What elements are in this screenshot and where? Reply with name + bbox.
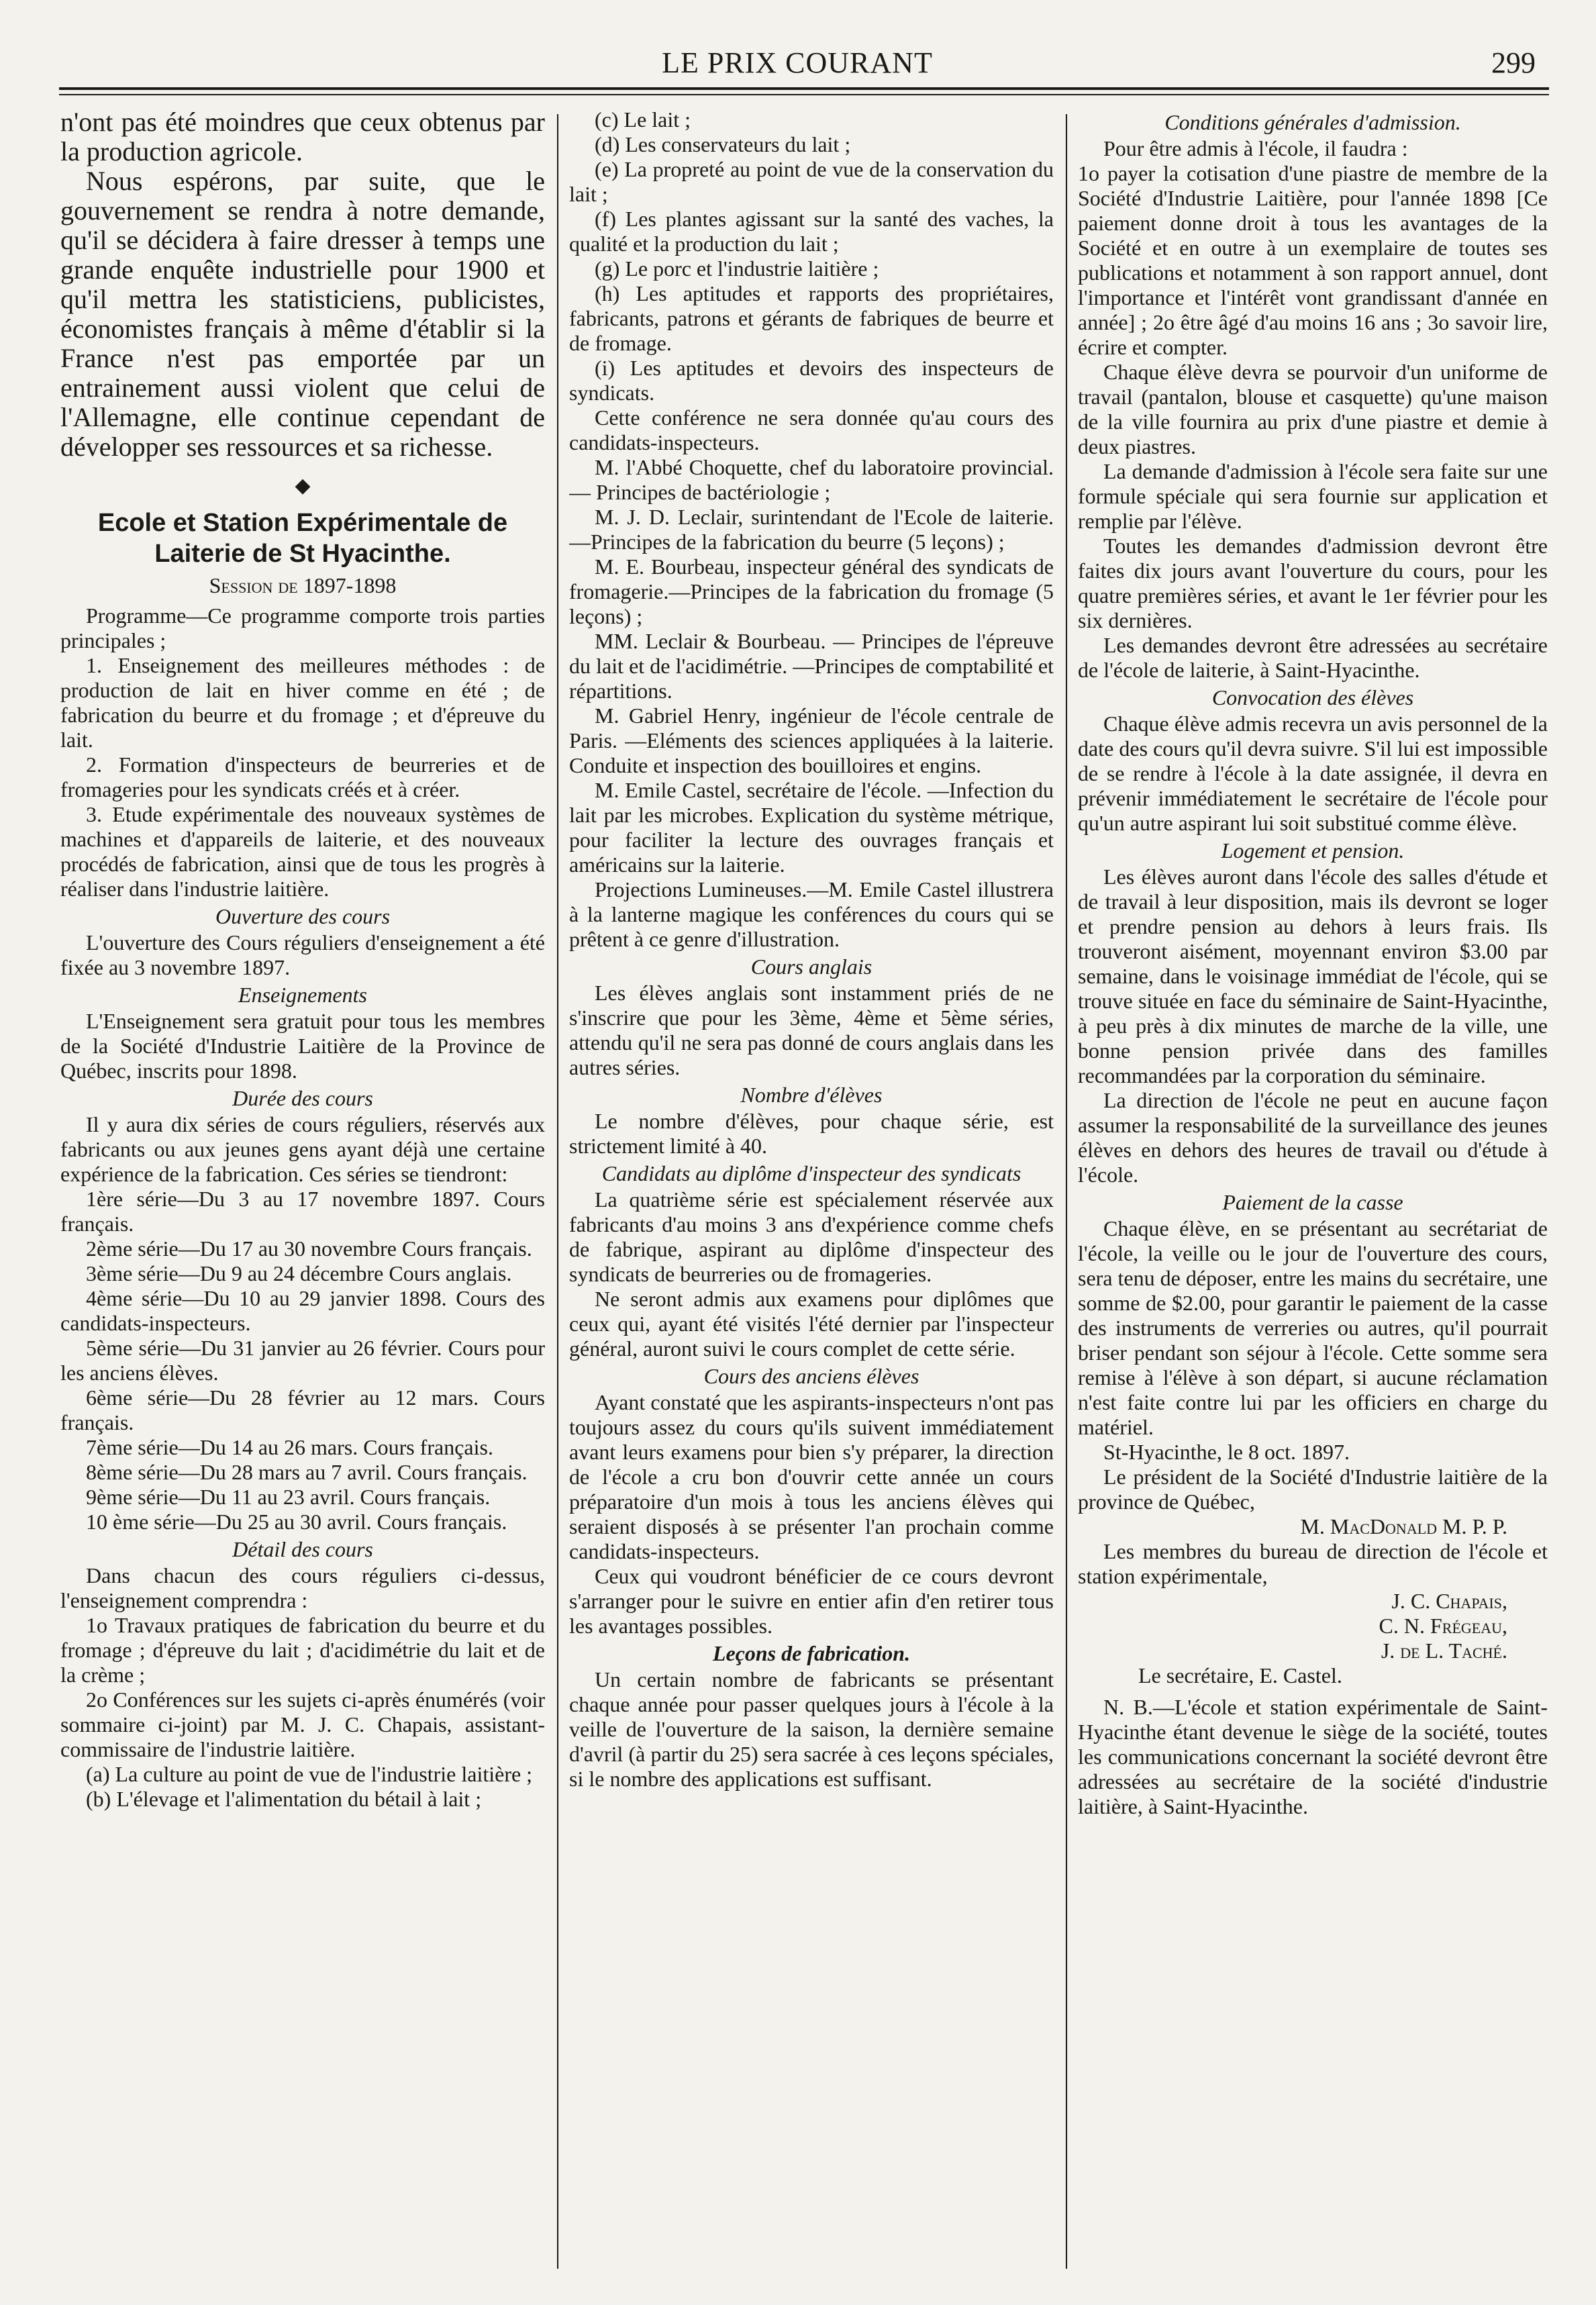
topic-e: (e) La propreté au point de vue de la conservation du lait ;: [569, 157, 1054, 206]
serie-1: 1ère série—Du 3 au 17 novembre 1897. Cours français.: [60, 1187, 545, 1236]
lecons-text: Un certain nombre de fabricants se présentant chaque année pour passer quelques jours à l'école à la veille de l'ouverture de la saison, la dernière semaine d'avril (à partir du 25) sera sacrée à ces leçons spéciales, si le nombre des applications est suffisant.: [569, 1667, 1054, 1791]
nombre-heading: Nombre d'élèves: [740, 1083, 883, 1107]
convocation-text: Chaque élève admis recevra un avis personnel de la date des cours qu'il devra suivre. S'il lui est impossible de se rendre à l'école à la date assignée, il devra en prévenir immédiatement le secrétaire de l'école pour qu'un autre aspirant lui soit substitué comme élève.: [1078, 712, 1548, 835]
president-line: Le président de la Société d'Industrie laitière de la province de Québec,: [1078, 1465, 1548, 1514]
anglais-text: Les élèves anglais sont instamment priés de ne s'inscrire que pour les 3ème, 4ème et 5ème séries, attendu qu'il ne sera pas donné de cours anglais dans les autres séries.: [569, 981, 1054, 1079]
column-divider-1: [557, 114, 558, 2269]
conditions-2: 1o payer la cotisation d'une piastre de membre de la Société d'Industrie Laitière, pour l'année 1898 [Ce paiement donne droit à tous les avantages de la Société et en outre à un exemplaire de toutes ses publications et notamment à son rapport annuel, dont l'importance et l'intérêt vont grandissant d'année en année] ; 2o être âgé d'au moins 16 ans ; 3o savoir lire, écrire et compter.: [1078, 161, 1548, 359]
lecturer-5: M. Gabriel Henry, ingénieur de l'école centrale de Paris. —Eléments des sciences appliquées à la laiterie. Conduite et inspection des bouilloires et engins.: [569, 703, 1054, 777]
session-line: Session de 1897-1898: [209, 573, 397, 597]
ouverture-text: L'ouverture des Cours réguliers d'enseignement a été fixée au 3 novembre 1897.: [60, 930, 545, 979]
date-line: St-Hyacinthe, le 8 oct. 1897.: [1103, 1440, 1350, 1464]
paiement-heading: Paiement de la casse: [1222, 1190, 1403, 1214]
programme-part-2: 2. Formation d'inspecteurs de beurreries et de fromageries pour les syndicats créés et à créer.: [60, 752, 545, 801]
member-signature-2: C. N. Frégeau,: [1379, 1614, 1507, 1638]
convocation-heading: Convocation des élèves: [1211, 685, 1414, 709]
duree-text: Il y aura dix séries de cours réguliers, réservés aux fabricants ou aux jeunes gens ayant déjà une certaine expérience de la fabrication. Ces séries se tiendront:: [60, 1112, 545, 1186]
lecons-heading: Leçons de fabrication.: [712, 1641, 911, 1665]
topic-c: (c) Le lait ;: [595, 107, 691, 132]
conditions-3: Chaque élève devra se pourvoir d'un uniforme de travail (pantalon, blouse et casquette) qu'une maison de la ville fournira au prix d'une piastre et demie à deux piastres.: [1078, 360, 1548, 458]
anciens-text-1: Ayant constaté que les aspirants-inspecteurs n'ont pas toujours assez du cours qu'ils suivent immédiatement avant leurs examens pour bien s'y préparer, la direction de l'école a cru bon d'ouvrir cette année un cours préparatoire d'un mois à tous les anciens élèves qui seraient disposés à se présenter l'an prochain comme candidats-inspecteurs.: [569, 1390, 1054, 1563]
programme-part-1: 1. Enseignement des meilleures méthodes : de production de lait en hiver comme en été ; de fabrication du beurre et du fromage ; et d'épreuve du lait.: [60, 653, 545, 752]
lecturer-4: MM. Leclair & Bourbeau. — Principes de l'épreuve du lait et de l'acidimétrie. —Principes de comptabilité et répartitions.: [569, 629, 1054, 703]
secretaire-line: Le secrétaire, E. Castel.: [1138, 1663, 1342, 1687]
intro-paragraph-2: Nous espérons, par suite, que le gouvernement se rendra à notre demande, qu'il se décidera à faire dresser à temps une grande enquête industrielle pour 1900 et qu'il mettra les statisticiens, publicistes, économistes français à même d'établir si la France n'est pas emportée par un entrainement aussi violent que celui de l'Allemagne, elle continue cependant de développer ses ressources et sa richesse.: [60, 166, 545, 462]
ouverture-heading: Ouverture des cours: [215, 904, 391, 928]
conditions-5: Toutes les demandes d'admission devront être faites dix jours avant l'ouverture du cours, pour les quatre premières séries, et avant le 1er février pour les six dernières.: [1078, 534, 1548, 632]
detail-text: Dans chacun des cours réguliers ci-dessus, l'enseignement comprendra :: [60, 1563, 545, 1612]
anciens-text-2: Ceux qui voudront bénéficier de ce cours devront s'arranger pour le suivre en entier afin d'en retirer tous les avantages possibles.: [569, 1564, 1054, 1638]
serie-2: 2ème série—Du 17 au 30 novembre Cours français.: [86, 1236, 532, 1261]
paiement-text: Chaque élève, en se présentant au secrétariat de l'école, la veille ou le jour de l'ouverture des cours, sera tenu de déposer, entre les mains du secrétaire, une somme de $2.00, pour garantir le paiement de la casse des instruments de verreries ou autres, qu'il pourrait briser pendant son séjour à l'école. Cette somme sera remise à l'élève à son départ, si aucune réclamation n'est faite contre lui par les officiers en charge du matériel.: [1078, 1216, 1548, 1439]
intro-paragraph-1: n'ont pas été moindres que ceux obtenus par la production agricole.: [60, 107, 545, 166]
serie-7: 7ème série—Du 14 au 26 mars. Cours français.: [86, 1435, 493, 1459]
serie-5: 5ème série—Du 31 janvier au 26 février. Cours pour les anciens élèves.: [60, 1336, 545, 1385]
page-number: 299: [1491, 46, 1536, 79]
detail-item-1: 1o Travaux pratiques de fabrication du beurre et du fromage ; d'épreuve du lait ; d'acidimétrie du lait et de la crème ;: [60, 1613, 545, 1687]
page-title: LE PRIX COURANT: [662, 46, 933, 79]
anciens-heading: Cours des anciens élèves: [703, 1364, 919, 1388]
lecturer-1: M. l'Abbé Choquette, chef du laboratoire provincial. — Principes de bactériologie ;: [569, 455, 1054, 504]
section-separator: ◆: [295, 475, 311, 497]
candidats-text: La quatrième série est spécialement réservée aux fabricants d'au moins 3 ans d'expérience comme chefs de fabrique, aspirant au diplôme d'inspecteur des syndicats de beurreries ou de fromageries.: [569, 1187, 1054, 1286]
detail-item-2: 2o Conférences sur les sujets ci-après énumérés (voir sommaire ci-joint) par M. J. C. Chapais, assistant-commissaire de l'industrie laitière.: [60, 1687, 545, 1761]
examens-text: Ne seront admis aux examens pour diplômes que ceux qui, ayant été visités l'été dernier par l'inspecteur général, auront suivi le cours complet de cette série.: [569, 1287, 1054, 1361]
column-3: [1078, 107, 1548, 2282]
duree-heading: Durée des cours: [232, 1086, 373, 1110]
detail-item-a: (a) La culture au point de vue de l'industrie laitière ;: [86, 1762, 533, 1786]
nb-note: N. B.—L'école et station expérimentale de Saint-Hyacinthe étant devenue le siège de la société, toutes les communications concernant la société devront être adressées au secrétaire de la société d'industrie laitière, à Saint-Hyacinthe.: [1078, 1695, 1548, 1818]
member-signature-1: J. C. Chapais,: [1391, 1589, 1507, 1613]
serie-8: 8ème série—Du 28 mars au 7 avril. Cours français.: [86, 1460, 528, 1484]
detail-item-b: (b) L'élevage et l'alimentation du bétail à lait ;: [86, 1787, 482, 1811]
header-rule-top: [59, 87, 1549, 90]
logement-text-1: Les élèves auront dans l'école des salles d'étude et de travail à leur disposition, mais ils devront se loger et prendre pension au dehors à leurs frais. Ils trouveront aisément, moyennant environ $3.00 par semaine, dans le voisinage immédiat de l'école, qui se trouve située en face du séminaire de Saint-Hyacinthe, à peu près à dix minutes de marche de la ville, une bonne pension privée dans des familles recommandées par la corporation du séminaire.: [1078, 865, 1548, 1087]
lecturer-3: M. E. Bourbeau, inspecteur général des syndicats de fromagerie.—Principes de la fabrication du fromage (5 leçons) ;: [569, 554, 1054, 628]
detail-heading: Détail des cours: [232, 1537, 373, 1561]
president-signature: M. MacDonald M. P. P.: [1300, 1514, 1507, 1538]
bureau-line: Les membres du bureau de direction de l'école et station expérimentale,: [1078, 1539, 1548, 1588]
conditions-1: Pour être admis à l'école, il faudra :: [1103, 136, 1408, 160]
serie-4: 4ème série—Du 10 au 29 janvier 1898. Cours des candidats-inspecteurs.: [60, 1286, 545, 1335]
topic-h: (h) Les aptitudes et rapports des propriétaires, fabricants, patrons et gérants de fabriques de beurre et de fromage.: [569, 281, 1054, 355]
logement-heading: Logement et pension.: [1221, 838, 1405, 863]
topic-d: (d) Les conservateurs du lait ;: [595, 132, 851, 156]
article-headline: Ecole et Station Expérimentale de Laiterie de St Hyacinthe.: [97, 509, 508, 568]
serie-9: 9ème série—Du 11 au 23 avril. Cours français.: [86, 1485, 491, 1509]
enseignements-heading: Enseignements: [238, 983, 367, 1007]
serie-3: 3ème série—Du 9 au 24 décembre Cours anglais.: [86, 1261, 512, 1285]
column-divider-2: [1066, 114, 1067, 2269]
header-rule-bottom: [59, 94, 1549, 95]
programme-intro: Programme—Ce programme comporte trois parties principales ;: [60, 603, 545, 652]
topic-i: (i) Les aptitudes et devoirs des inspecteurs de syndicats.: [569, 356, 1054, 405]
serie-10: 10 ème série—Du 25 au 30 avril. Cours français.: [86, 1510, 507, 1534]
anglais-heading: Cours anglais: [750, 954, 872, 979]
topic-f: (f) Les plantes agissant sur la santé des vaches, la qualité et la production du lait ;: [569, 207, 1054, 256]
lecturer-2: M. J. D. Leclair, surintendant de l'Ecole de laiterie.—Principes de la fabrication du beurre (5 leçons) ;: [569, 505, 1054, 554]
programme-part-3: 3. Etude expérimentale des nouveaux systèmes de machines et d'appareils de laiterie, et des nouveaux procédés de fabrication, ainsi que de tous les progrès à réaliser dans l'industrie laitière.: [60, 802, 545, 901]
projections: Projections Lumineuses.—M. Emile Castel illustrera à la lanterne magique les conférences du cours qui se prêtent à ce genre d'illustration.: [569, 877, 1054, 951]
lecturer-6: M. Emile Castel, secrétaire de l'école. —Infection du lait par les microbes. Explication du système métrique, pour faciliter la lecture des ouvrages français et américains sur la laiterie.: [569, 778, 1054, 877]
topic-g: (g) Le porc et l'industrie laitière ;: [595, 256, 879, 281]
member-signature-3: J. de L. Taché.: [1381, 1638, 1507, 1663]
column-1: [60, 107, 545, 2282]
column-2: [569, 107, 1054, 2282]
conference-note: Cette conférence ne sera donnée qu'au cours des candidats-inspecteurs.: [569, 405, 1054, 454]
serie-6: 6ème série—Du 28 février au 12 mars. Cours français.: [60, 1385, 545, 1434]
candidats-heading: Candidats au diplôme d'inspecteur des syndicats: [601, 1161, 1021, 1185]
page-header: [59, 40, 1536, 82]
enseignements-text: L'Enseignement sera gratuit pour tous les membres de la Société d'Industrie Laitière de la Province de Québec, inscrits pour 1898.: [60, 1009, 545, 1083]
logement-text-2: La direction de l'école ne peut en aucune façon assumer la responsabilité de la surveillance des jeunes élèves en dehors des heures de travail ou d'étude à l'école.: [1078, 1088, 1548, 1187]
conditions-6: Les demandes devront être adressées au secrétaire de l'école de laiterie, à Saint-Hyacinthe.: [1078, 633, 1548, 682]
nombre-text: Le nombre d'élèves, pour chaque série, est strictement limité à 40.: [569, 1109, 1054, 1158]
conditions-4: La demande d'admission à l'école sera faite sur une formule spéciale qui sera fournie sur application et remplie par l'élève.: [1078, 459, 1548, 533]
conditions-heading: Conditions générales d'admission.: [1164, 110, 1461, 134]
